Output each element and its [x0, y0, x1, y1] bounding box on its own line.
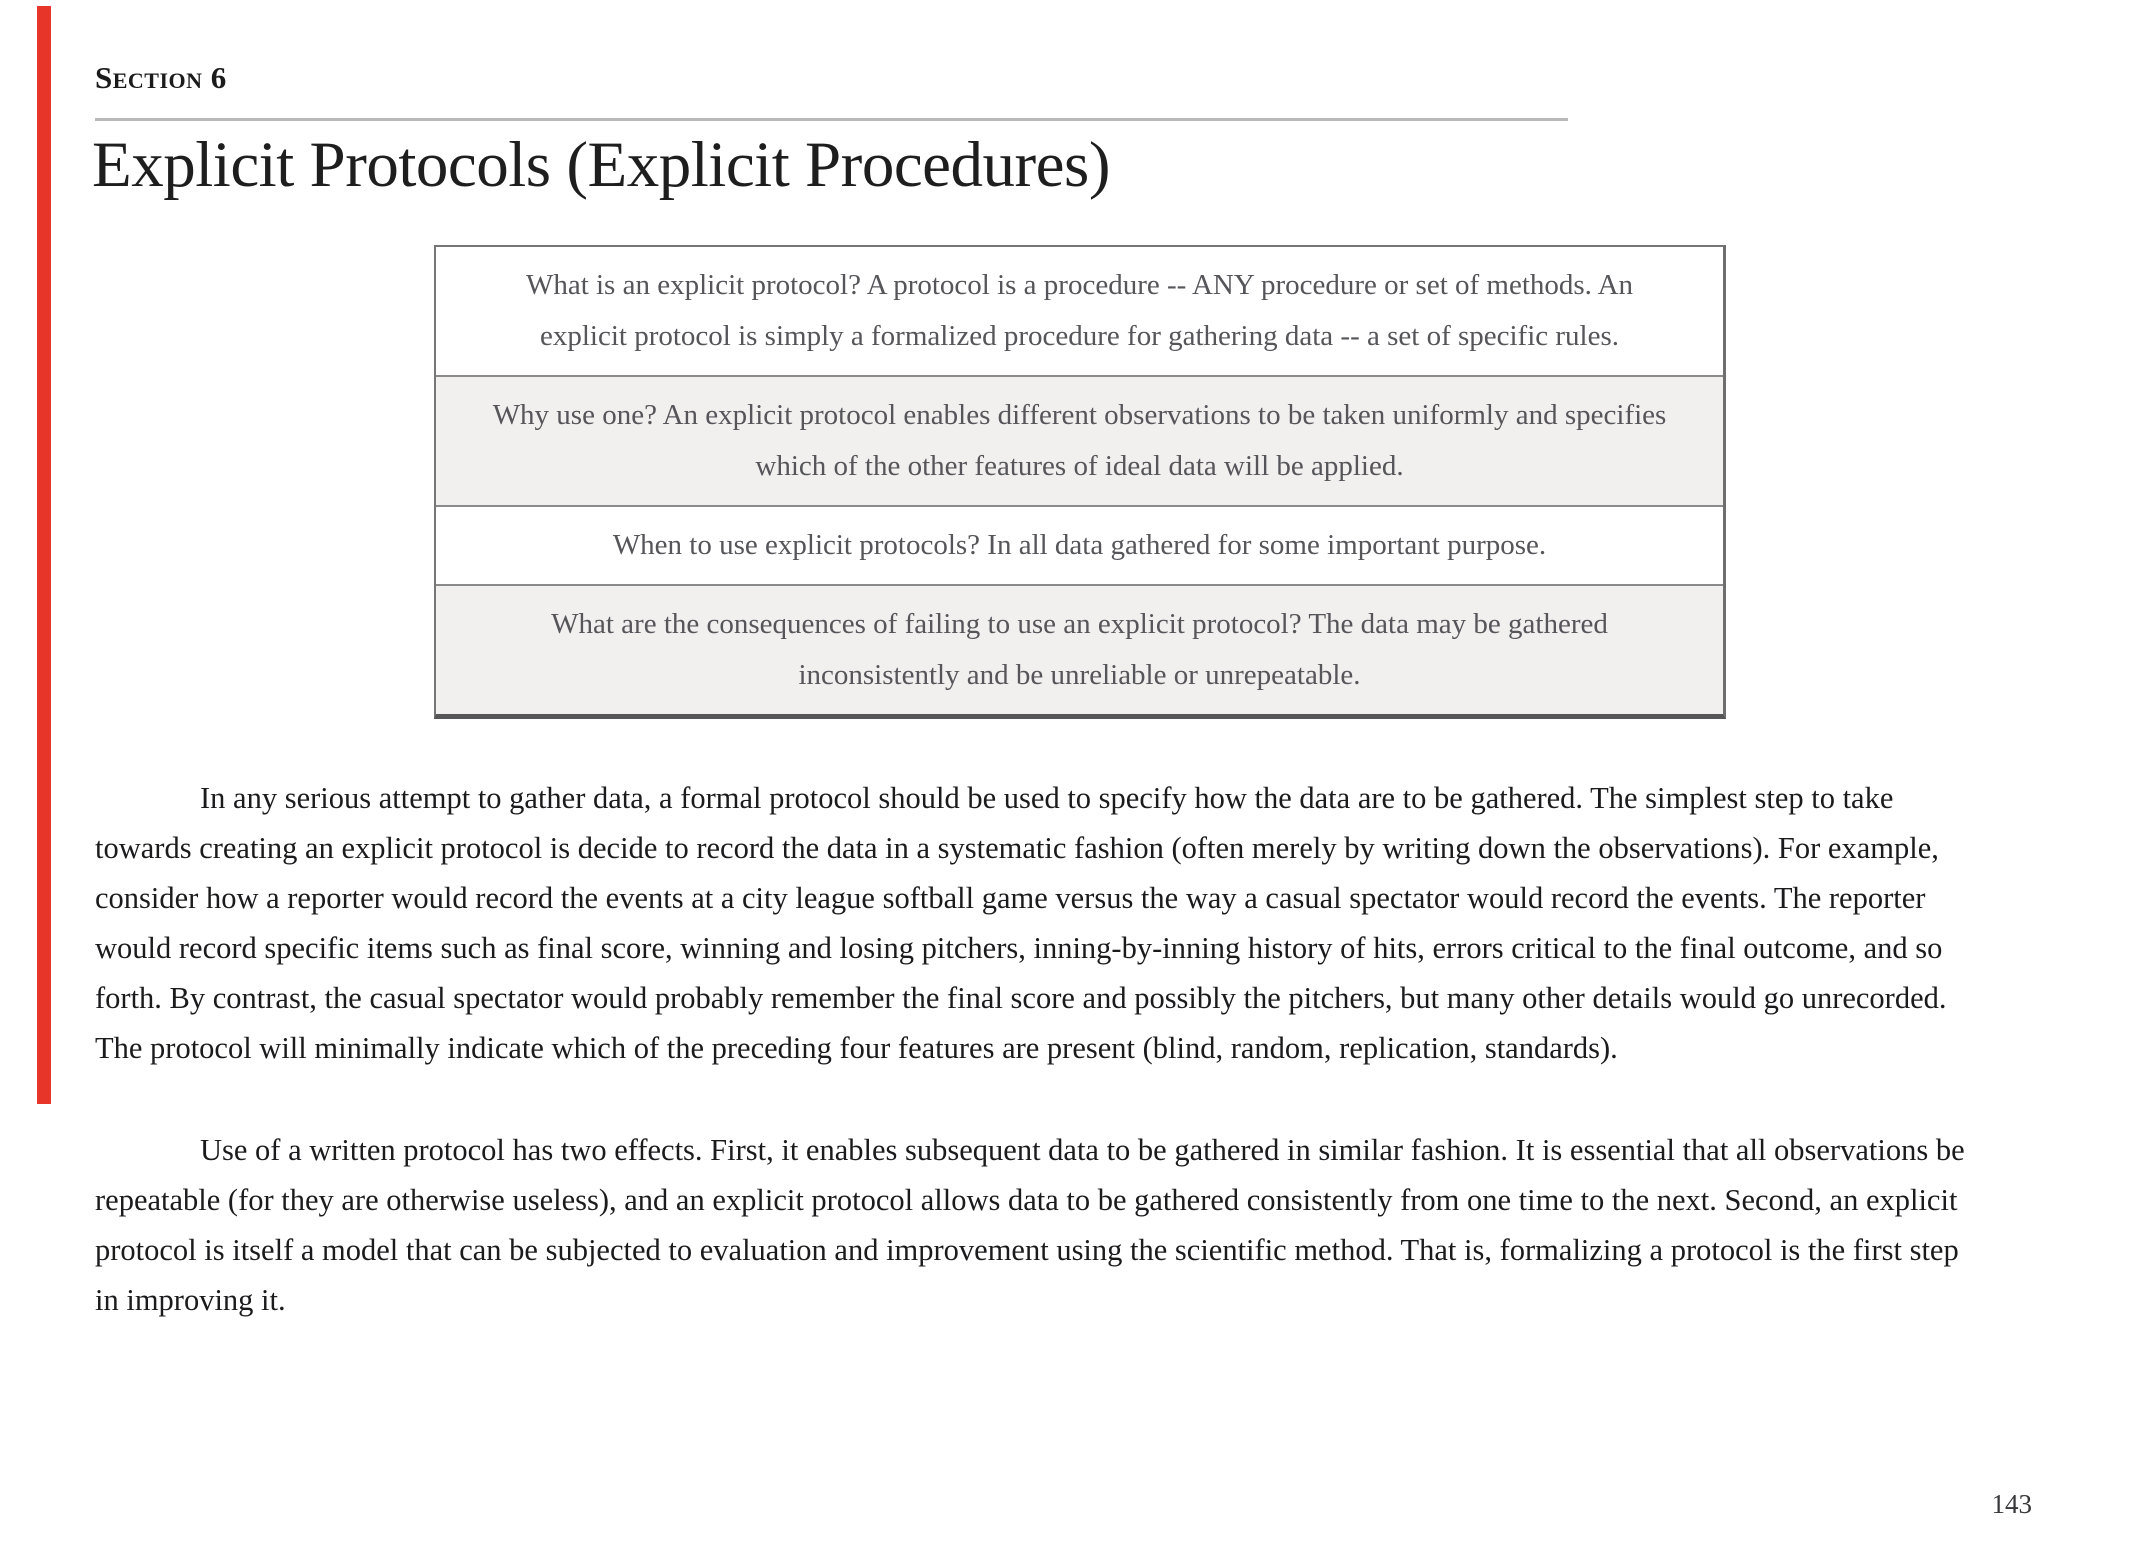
table-row-text: When to use explicit protocols? In all data gathered for some important purpose.	[612, 529, 1547, 561]
red-margin-bar	[37, 6, 51, 1104]
body-text	[95, 773, 1967, 1325]
body-paragraph-1: In any serious attempt to gather data, a formal protocol should be used to specify how the data are to be gathered. The simplest step to take towards creating an explicit protocol is decide to record the data in a systematic fashion (often merely by writing down the observations). For example, consider how a reporter would record the events at a city league softball game versus the way a casual spectator would record the events. The reporter would record specific items such as final score, winning and losing pitchers, inning-by-inning history of hits, errors critical to the final outcome, and so forth. By contrast, the casual spectator would probably remember the final score and possibly the pitchers, but many other details would go unrecorded. The protocol will minimally indicate which of the preceding four features are present (blind, random, replication, standards).	[95, 781, 1947, 1065]
table-row-text: What are the consequences of failing to use an explicit protocol? The data may be gathered inconsistently and be unreliable or unrepeatable.	[551, 608, 1608, 691]
section-label: Section 6	[95, 60, 227, 95]
table-row	[436, 377, 1723, 507]
table-row	[436, 586, 1723, 714]
page-title: Explicit Protocols (Explicit Procedures)	[92, 129, 1110, 201]
section-divider	[95, 118, 1568, 121]
table-row	[436, 507, 1723, 586]
body-paragraph-2: Use of a written protocol has two effects. First, it enables subsequent data to be gathered in similar fashion. It is essential that all observations be repeatable (for they are otherwise useless), and an explicit protocol allows data to be gathered consistently from one time to the next. Second, an explicit protocol is itself a model that can be subjected to evaluation and improvement using the scientific method. That is, formalizing a protocol is the first step in improving it.	[95, 1133, 1965, 1317]
qa-table	[434, 245, 1726, 719]
table-row	[436, 247, 1723, 377]
table-row-text: Why use one? An explicit protocol enables different observations to be taken uniformly and specifies which of the other features of ideal data will be applied.	[492, 399, 1667, 482]
page-number: 143	[1991, 1489, 2032, 1519]
table-row-text: What is an explicit protocol? A protocol is a procedure -- ANY procedure or set of methods. An explicit protocol is simply a formalized procedure for gathering data -- a set of specific rules.	[525, 269, 1634, 352]
